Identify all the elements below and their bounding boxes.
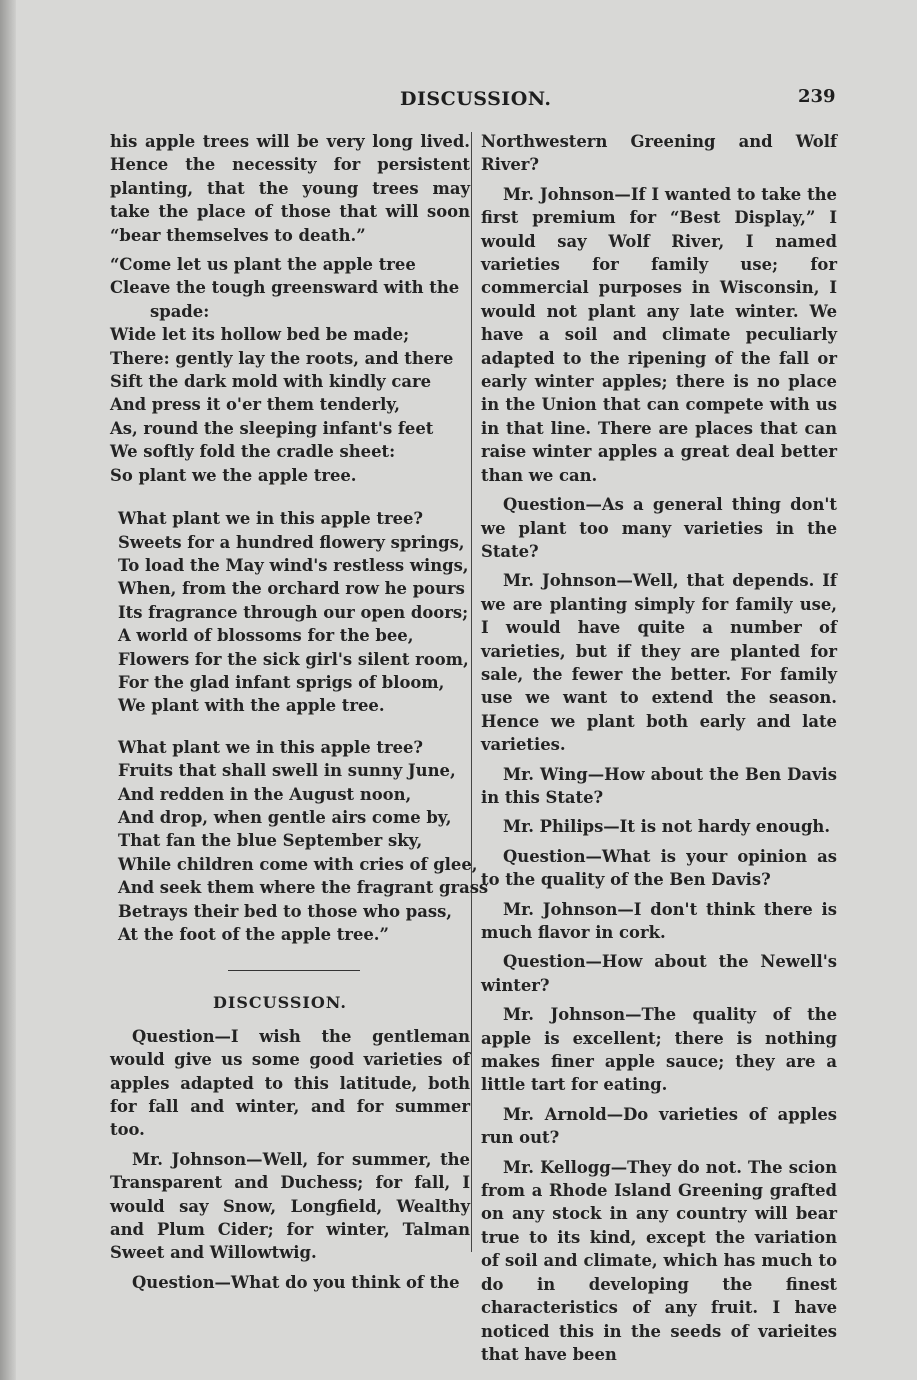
poem-line: That fan the blue September sky,: [118, 831, 423, 851]
discussion-paragraph: Mr. Johnson—I don't think there is much flavor in cork.: [481, 899, 837, 942]
poem: [110, 253, 489, 946]
poem-line: So plant we the apple tree.: [110, 465, 357, 485]
poem-line: Sweets for a hundred flowery springs,: [118, 532, 465, 552]
poem-line: Sift the dark mold with kindly care: [110, 372, 432, 392]
poem-line: Fruits that shall swell in sunny June,: [118, 761, 456, 781]
discussion-paragraph: Mr. Johnson—If I wanted to take the first premium for “Best Display,” I would say Wolf River, I named varieties for family use; for commercial purposes in Wisconsin, I would not plant any late winter. We have a soil and climate peculiarly adapted to the ripening of the fall or early winter apples; there is no place in the Union that can compete with us in that line. There are places that can raise winter apples a great deal better than we can.: [481, 184, 837, 485]
poem-line: While children come with cries of glee,: [118, 854, 478, 874]
poem-line: Its fragrance through our open doors;: [118, 602, 469, 622]
discussion-paragraph: Mr. Kellogg—They do not. The scion from a Rhode Island Greening grafted on any stock in any country will bear true to its kind, except the variation of soil and climate, which has much to do in developing the finest characteristics of any fruit. I have noticed this in the seeds of varieites that have been: [481, 1157, 837, 1364]
poem-line: And redden in the August noon,: [118, 784, 412, 804]
poem-line: Betrays their bed to those who pass,: [118, 901, 453, 921]
poem-line: At the foot of the apple tree.”: [118, 925, 389, 944]
poem-line: Cleave the tough greensward with the: [110, 278, 460, 298]
poem-line: We softly fold the cradle sheet:: [110, 442, 396, 462]
poem-line: And drop, when gentle airs come by,: [118, 807, 452, 827]
poem-line: And press it o'er them tenderly,: [110, 395, 401, 415]
section-heading: DISCUSSION.: [213, 993, 347, 1013]
page-number: 239: [798, 86, 836, 107]
discussion-paragraph: Mr. Johnson—Well, for summer, the Transparent and Duchess; for fall, I would say Snow, Longfield, Wealthy and Plum Cider; for winter, Talman Sweet and Willowtwig.: [110, 1149, 470, 1263]
poem-line: A world of blossoms for the bee,: [118, 626, 414, 646]
poem-line: And seek them where the fragrant grass: [118, 878, 489, 898]
poem-stanza-3: [110, 736, 489, 947]
poem-line: To load the May wind's restless wings,: [118, 555, 469, 575]
poem-line: Wide let its hollow bed be made;: [110, 325, 410, 345]
discussion-paragraph: Question—As a general thing don't we plant too many varieties in the State?: [481, 495, 837, 561]
poem-line: Flowers for the sick girl's silent room,: [118, 649, 469, 669]
poem-line: There: gently lay the roots, and there: [110, 348, 454, 368]
poem-line: What plant we in this apple tree?: [118, 509, 424, 529]
poem-line: spade:: [150, 301, 210, 321]
left-column: [110, 130, 489, 1300]
discussion-paragraph: Mr. Johnson—The quality of the apple is excellent; there is nothing makes finer apple sauce; they are a little tart for eating.: [481, 1005, 837, 1095]
page-edge-shadow: [0, 0, 16, 1380]
running-head: DISCUSSION.: [400, 88, 552, 110]
column-divider: [471, 132, 472, 1252]
discussion-paragraph: Mr. Philips—It is not hardy enough.: [503, 817, 831, 837]
poem-line: What plant we in this apple tree?: [118, 737, 424, 757]
poem-stanza-2: [110, 507, 470, 718]
section-rule: [228, 970, 360, 971]
discussion-paragraph: Question—What do you think of the: [132, 1272, 460, 1292]
discussion-paragraph: Question—I wish the gentleman would give us some good varieties of apples adapted to this latitude, both for fall and winter, and for summer too.: [110, 1026, 470, 1140]
poem-line: “Come let us plant the apple tree: [110, 255, 416, 275]
discussion-paragraph: Mr. Arnold—Do varieties of apples run out?: [481, 1104, 837, 1148]
intro-paragraph: his apple trees will be very long lived. Hence the necessity for persistent planting, that the young trees may take the place of those that will soon “bear themselves to death.”: [110, 132, 470, 245]
poem-line: As, round the sleeping infant's feet: [110, 418, 434, 438]
page-header: [0, 86, 917, 116]
discussion-paragraph: Mr. Johnson—Well, that depends. If we are planting simply for family use, I would have quite a number of varieties, but if they are planted for sale, the fewer the better. For family use we want to extend the season. Hence we plant both early and late varieties.: [481, 571, 837, 755]
poem-line: When, from the orchard row he pours: [118, 579, 465, 599]
poem-line: For the glad infant sprigs of bloom,: [118, 672, 445, 692]
discussion-paragraph: Question—What is your opinion as to the quality of the Ben Davis?: [481, 846, 837, 890]
right-column: [481, 130, 837, 1372]
poem-line: We plant with the apple tree.: [118, 696, 385, 716]
discussion-paragraph: Northwestern Greening and Wolf River?: [481, 132, 837, 175]
poem-stanza-1: [110, 253, 470, 487]
discussion-paragraph: Mr. Wing—How about the Ben Davis in this State?: [481, 764, 837, 807]
discussion-paragraph: Question—How about the Newell's winter?: [481, 952, 837, 995]
